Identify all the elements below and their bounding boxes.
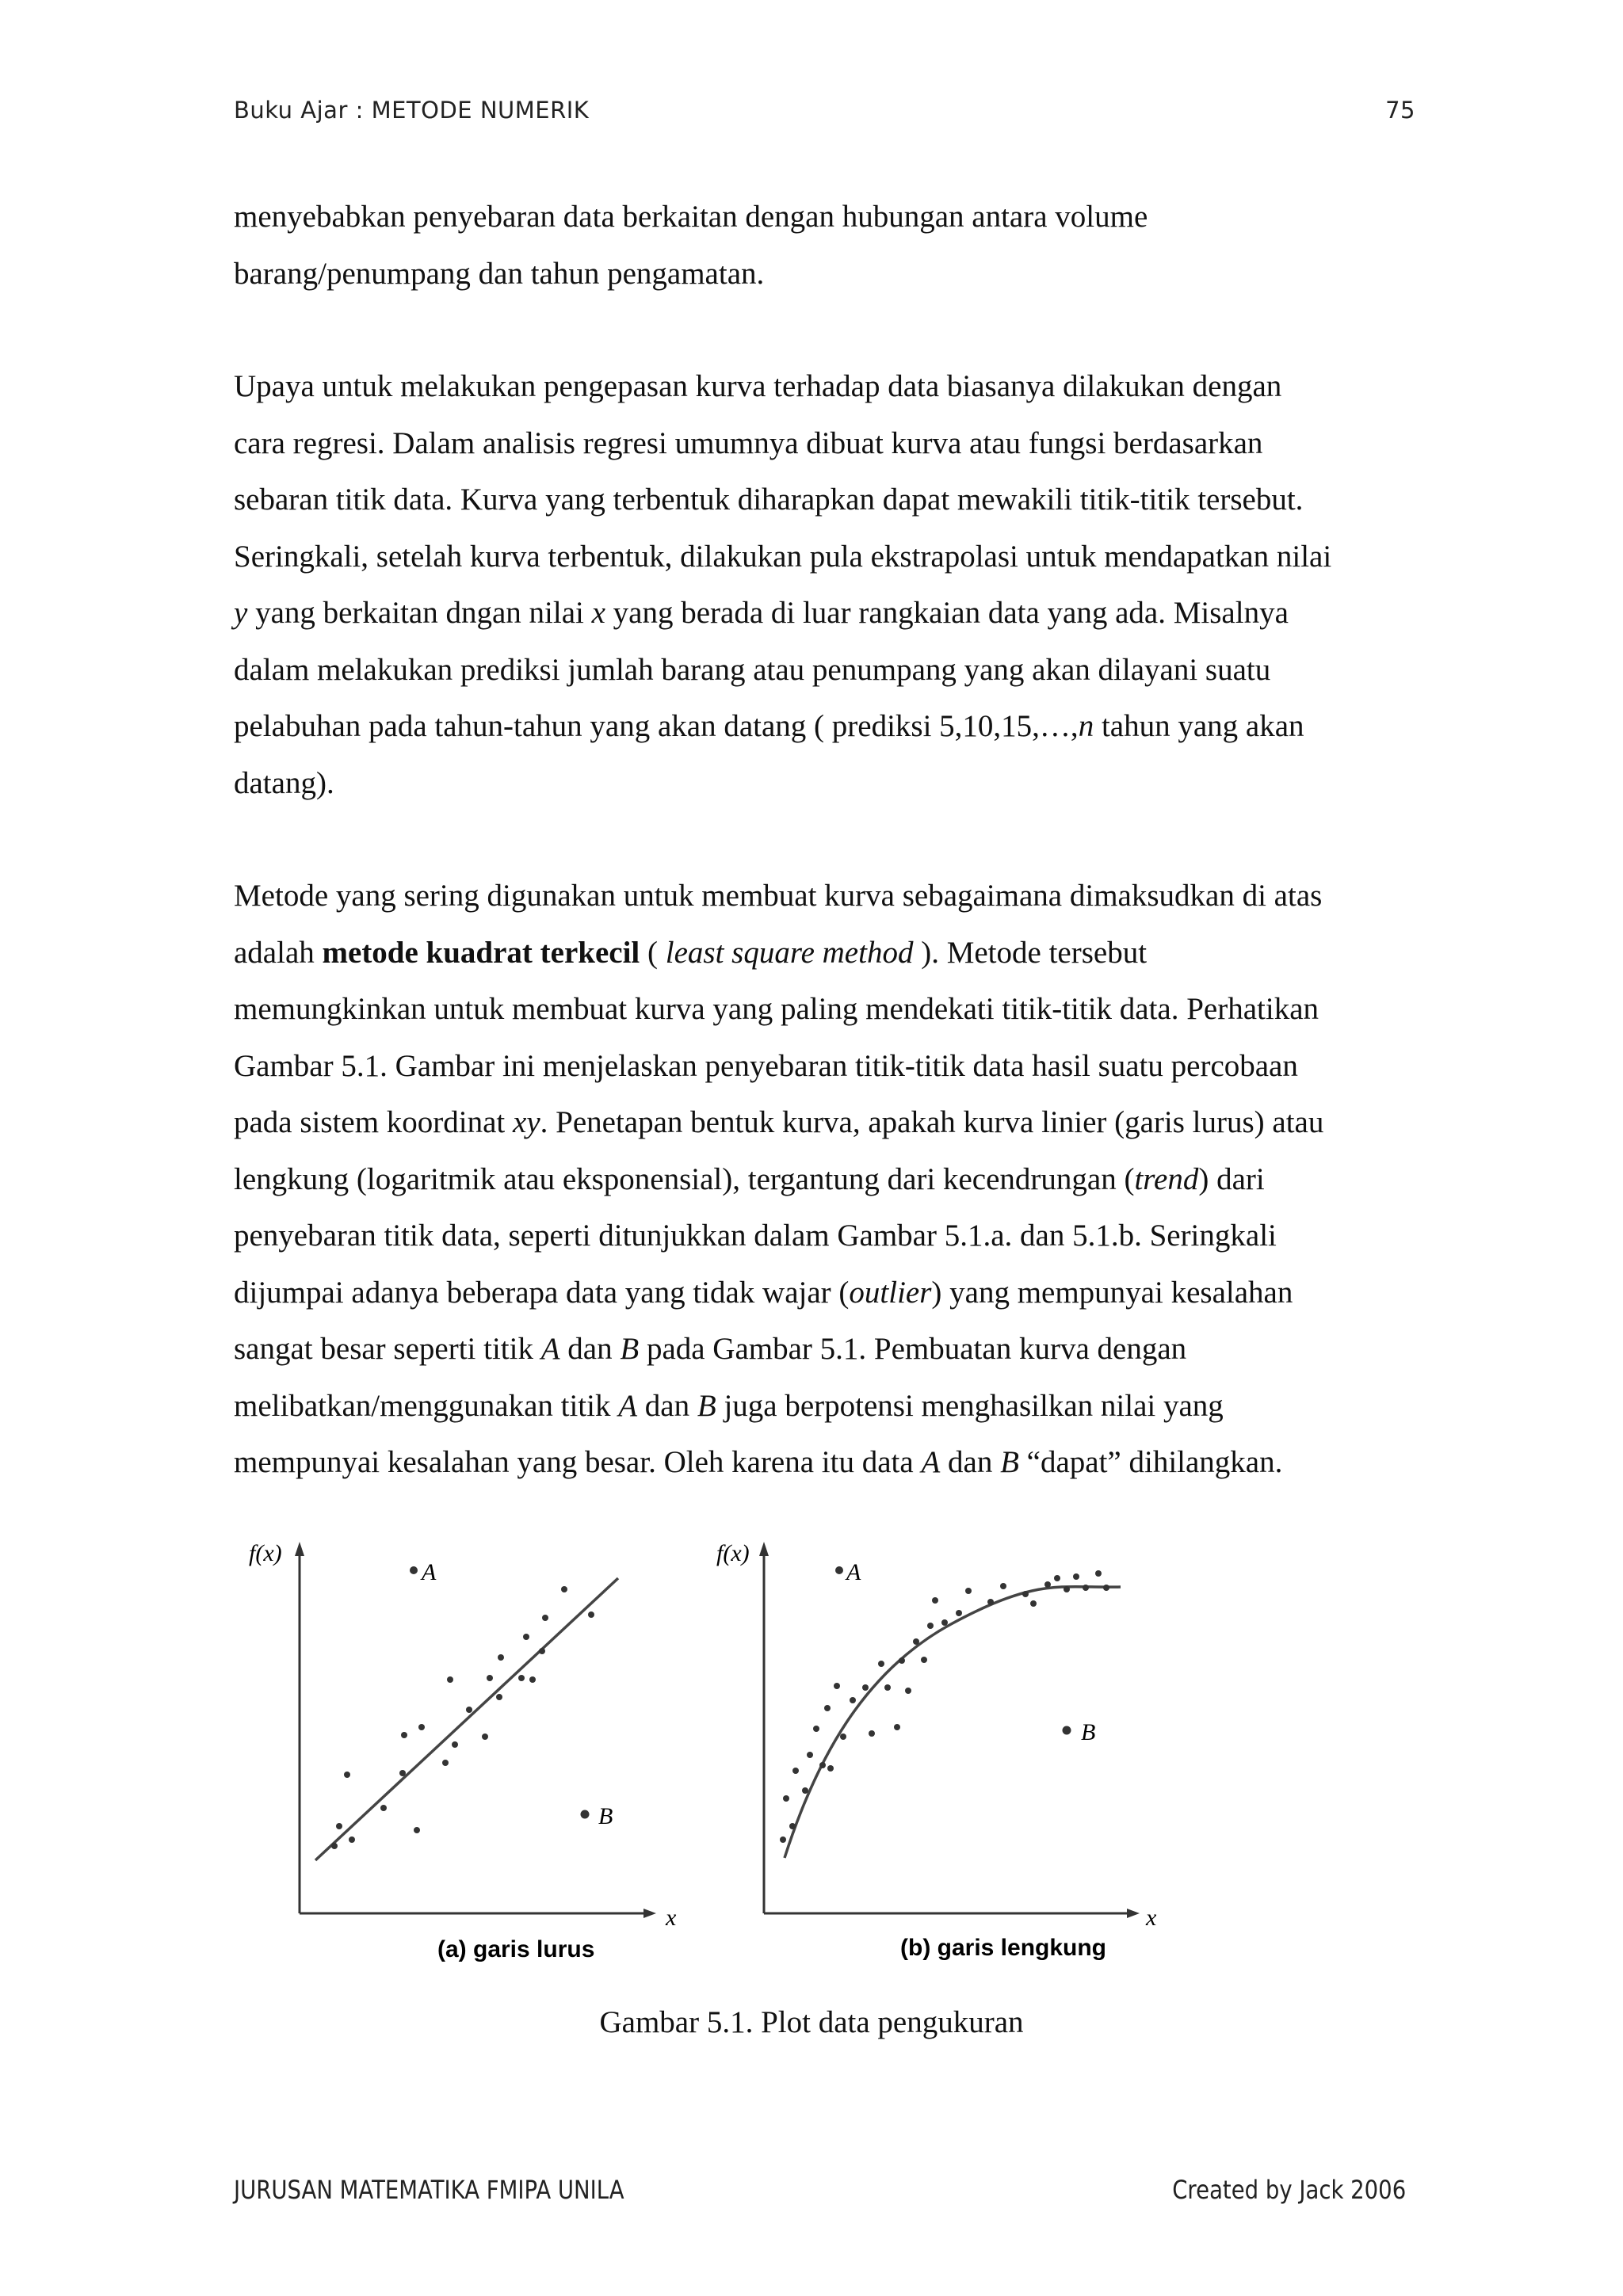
data-point	[783, 1795, 789, 1802]
data-point	[1083, 1585, 1089, 1591]
italic-text: trend	[1134, 1161, 1199, 1196]
data-point	[780, 1836, 786, 1843]
data-point	[941, 1619, 948, 1626]
text-line	[234, 755, 1423, 812]
text-line	[234, 585, 1423, 642]
data-point	[336, 1823, 342, 1829]
data-point	[452, 1741, 458, 1748]
text-run: pada sistem koordinat	[234, 1105, 514, 1139]
text-run: cara regresi. Dalam analisis regresi umumnya dibuat kurva atau fungsi berdasarkan	[234, 425, 1263, 460]
text-run: (	[640, 935, 666, 970]
text-run: dan	[940, 1445, 1001, 1479]
text-run: datang).	[234, 765, 334, 800]
body-text	[234, 189, 1423, 1547]
text-line	[234, 415, 1423, 472]
text-run: mempunyai kesalahan yang besar. Oleh karena itu data	[234, 1445, 922, 1479]
data-point	[523, 1634, 529, 1640]
italic-text: outlier	[849, 1275, 932, 1310]
data-point	[1064, 1586, 1070, 1592]
data-point	[932, 1597, 938, 1604]
panel-a-fit-line	[315, 1578, 618, 1860]
data-point	[894, 1724, 900, 1730]
text-line	[234, 189, 1423, 246]
data-point	[529, 1676, 536, 1683]
page-footer	[234, 2175, 1406, 2205]
panel-a-x-label: x	[666, 1905, 677, 1931]
data-point	[1054, 1575, 1060, 1581]
data-point	[884, 1684, 891, 1691]
panel-b	[716, 1540, 1157, 1961]
data-point	[518, 1675, 525, 1681]
book-title: Buku Ajar : METODE NUMERIK	[234, 97, 590, 124]
text-run: dijumpai adanya beberapa data yang tidak wajar (	[234, 1275, 850, 1310]
data-point	[542, 1615, 548, 1621]
text-line	[234, 1151, 1423, 1208]
panel-a	[249, 1540, 677, 1962]
italic-text: n	[1078, 709, 1094, 743]
text-run: memungkinkan untuk membuat kurva yang paling mendekati titik-titik data. Perhatikan	[234, 992, 1319, 1026]
data-point	[539, 1648, 545, 1654]
text-line	[234, 925, 1423, 982]
panel-a-outlier-b-label: B	[598, 1803, 613, 1829]
panel-a-y-arrow-icon	[295, 1542, 304, 1556]
text-line	[234, 981, 1423, 1038]
italic-text: xy	[513, 1105, 540, 1139]
data-point	[487, 1675, 493, 1681]
paragraph	[234, 868, 1423, 1491]
data-point	[905, 1688, 911, 1694]
data-point	[927, 1623, 934, 1629]
italic-text: A	[921, 1445, 941, 1479]
panel-b-outlier-b-point	[1063, 1726, 1071, 1735]
text-run: ) dari	[1198, 1161, 1265, 1196]
data-point	[561, 1586, 567, 1592]
text-run: menyebabkan penyebaran data berkaitan dengan hubungan antara volume	[234, 200, 1148, 234]
data-point	[1000, 1583, 1006, 1589]
data-point	[331, 1843, 338, 1849]
footer-credit: Created by Jack 2006	[1172, 2175, 1407, 2205]
data-point	[956, 1610, 962, 1616]
panel-b-fit-curve	[785, 1587, 1121, 1858]
text-run: “dapat” dihilangkan.	[1018, 1445, 1283, 1479]
data-point	[1030, 1600, 1037, 1607]
text-run: yang berada di luar rangkaian data yang ada. Misalnya	[605, 596, 1289, 630]
data-point	[792, 1768, 799, 1774]
panel-b-y-label: f(x)	[716, 1540, 750, 1566]
data-point	[349, 1836, 355, 1843]
text-run: Metode yang sering digunakan untuk membuat kurva sebagaimana dimaksudkan di atas	[234, 879, 1323, 913]
text-run: . Penetapan bentuk kurva, apakah kurva linier (garis lurus) atau	[540, 1105, 1324, 1139]
text-line	[234, 1207, 1423, 1264]
text-line	[234, 471, 1423, 528]
text-run: dan	[637, 1388, 697, 1423]
text-line	[234, 1264, 1423, 1322]
italic-text: A	[618, 1388, 638, 1423]
data-point	[588, 1611, 594, 1618]
data-point	[1103, 1585, 1109, 1591]
data-point	[399, 1770, 406, 1776]
data-point	[1073, 1573, 1079, 1580]
text-line	[234, 868, 1423, 925]
panel-b-data-points	[780, 1570, 1109, 1843]
text-run: sangat besar seperti titik	[234, 1332, 541, 1366]
panel-a-y-label: f(x)	[249, 1540, 282, 1566]
text-line	[234, 698, 1423, 755]
panel-b-y-arrow-icon	[759, 1542, 769, 1556]
data-point	[498, 1654, 504, 1661]
panel-b-x-arrow-icon	[1127, 1909, 1140, 1918]
text-run: pada Gambar 5.1. Pembuatan kurva dengan	[639, 1332, 1187, 1366]
text-run: dan	[559, 1332, 621, 1366]
footer-department: JURUSAN MATEMATIKA FMIPA UNILA	[234, 2175, 624, 2205]
text-run: penyebaran titik data, seperti ditunjukkan dalam Gambar 5.1.a. dan 5.1.b. Seringkali	[234, 1219, 1277, 1253]
text-run: tahun yang akan	[1094, 709, 1304, 743]
data-point	[414, 1827, 420, 1833]
text-line	[234, 1038, 1423, 1095]
data-point	[899, 1657, 905, 1664]
italic-text: B	[1000, 1445, 1019, 1479]
data-point	[813, 1726, 819, 1732]
bold-text: metode kuadrat terkecil	[322, 935, 640, 970]
text-line	[234, 1434, 1423, 1491]
data-point	[442, 1760, 449, 1766]
text-line	[234, 1094, 1423, 1151]
italic-text: B	[697, 1388, 716, 1423]
panel-a-x-arrow-icon	[643, 1909, 656, 1918]
text-run: juga berpotensi menghasilkan nilai yang	[716, 1388, 1224, 1423]
text-run: ). Metode tersebut	[913, 935, 1148, 970]
data-point	[850, 1697, 856, 1703]
italic-text: y	[234, 596, 248, 630]
data-point	[1095, 1570, 1102, 1577]
data-point	[380, 1805, 387, 1811]
italic-text: x	[591, 596, 605, 630]
text-run: lengkung (logaritmik atau eksponensial), tergantung dari kecendrungan (	[234, 1161, 1135, 1196]
data-point	[913, 1638, 919, 1645]
data-point	[447, 1676, 453, 1683]
panel-b-caption: (b) garis lengkung	[900, 1935, 1107, 1961]
data-point	[878, 1661, 884, 1667]
text-line	[234, 528, 1423, 585]
italic-text: B	[620, 1332, 640, 1366]
data-point	[869, 1730, 875, 1737]
figure-caption: Gambar 5.1. Plot data pengukuran	[599, 2005, 1024, 2039]
data-point	[401, 1732, 407, 1738]
paragraph	[234, 189, 1423, 302]
data-point	[1022, 1591, 1029, 1597]
data-point	[807, 1752, 813, 1758]
text-run: Gambar 5.1. Gambar ini menjelaskan penyebaran titik-titik data hasil suatu percobaan	[234, 1048, 1298, 1083]
data-point	[965, 1588, 972, 1594]
data-point	[921, 1657, 927, 1663]
data-point	[987, 1599, 994, 1605]
text-run: sebaran titik data. Kurva yang terbentuk diharapkan dapat mewakili titik-titik tersebut.	[234, 482, 1304, 517]
data-point	[819, 1762, 826, 1768]
text-line	[234, 1321, 1423, 1378]
data-point	[827, 1765, 834, 1772]
data-point	[418, 1724, 425, 1730]
data-point	[862, 1684, 869, 1691]
figure-svg	[238, 1521, 1157, 1981]
panel-a-outlier-a-point	[410, 1566, 418, 1574]
panel-a-outlier-b-point	[581, 1810, 590, 1819]
data-point	[344, 1772, 350, 1778]
text-run: adalah	[234, 935, 323, 970]
data-point	[802, 1787, 808, 1794]
panel-a-outlier-a-label: A	[422, 1559, 437, 1585]
figure-5-1	[238, 1521, 1157, 1981]
text-line	[234, 246, 1423, 303]
data-point	[840, 1733, 846, 1740]
paragraph	[234, 358, 1423, 811]
text-run: ) yang mempunyai kesalahan	[931, 1275, 1293, 1310]
panel-b-x-label: x	[1146, 1905, 1157, 1931]
text-line	[234, 642, 1423, 699]
italic-text: least square method	[665, 935, 914, 970]
panel-a-caption: (a) garis lurus	[437, 1936, 595, 1962]
italic-text: A	[540, 1332, 560, 1366]
text-run: Upaya untuk melakukan pengepasan kurva terhadap data biasanya dilakukan dengan	[234, 369, 1282, 403]
data-point	[1044, 1581, 1051, 1588]
text-run: melibatkan/menggunakan titik	[234, 1388, 619, 1423]
page-number: 75	[1385, 97, 1415, 124]
text-run: dalam melakukan prediksi jumlah barang atau penumpang yang akan dilayani suatu	[234, 652, 1271, 687]
text-run: yang berkaitan dngan nilai	[247, 596, 592, 630]
text-line	[234, 358, 1423, 415]
panel-b-outlier-b-label: B	[1081, 1719, 1096, 1745]
panel-b-outlier-a-label: A	[846, 1559, 861, 1585]
data-point	[496, 1694, 502, 1700]
data-point	[824, 1705, 831, 1711]
data-point	[482, 1733, 488, 1740]
text-run: barang/penumpang dan tahun pengamatan.	[234, 256, 765, 291]
data-point	[466, 1707, 472, 1713]
page-header	[234, 97, 1415, 124]
text-line	[234, 1378, 1423, 1435]
data-point	[834, 1683, 840, 1689]
panel-b-outlier-a-point	[835, 1566, 843, 1574]
text-run: pelabuhan pada tahun-tahun yang akan datang ( prediksi 5,10,15,…,	[234, 709, 1079, 743]
data-point	[789, 1823, 796, 1829]
text-run: Seringkali, setelah kurva terbentuk, dilakukan pula ekstrapolasi untuk mendapatkan nilai	[234, 539, 1332, 574]
